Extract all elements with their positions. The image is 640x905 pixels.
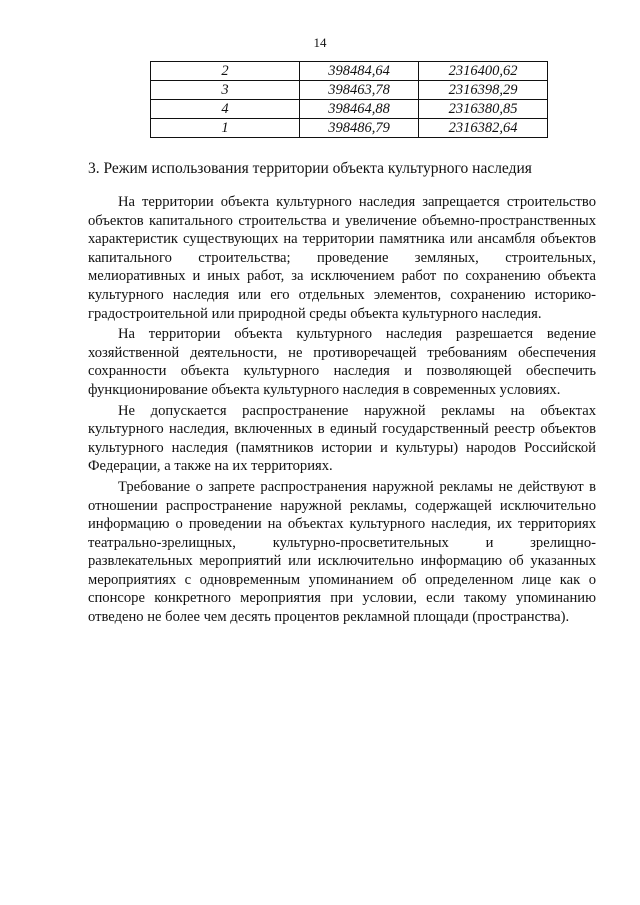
table-row — [151, 100, 548, 119]
point-number-cell: 1 — [151, 119, 300, 138]
coordinates-table — [150, 61, 548, 138]
paragraph: Не допускается распространение наружной рекламы на объектах культурного наследия, включенных в единый государственный реестр объектов культурного наследия (памятников истории и культуры) народов Российской Федерации, а также на их территориях. — [88, 402, 596, 475]
point-number-cell: 2 — [151, 62, 300, 81]
paragraph: Требование о запрете распространения наружной рекламы не действуют в отношении распространение наружной рекламы, содержащей исключительно информацию о проведении на объектах культурного наследия, их территориях театрально-зрелищных, культурно-просветительных и зрелищно-развлекательных мероприятий или исключительно информацию об указанных мероприятиях с одновременным упоминанием об определенном лице как о спонсоре конкретного мероприятия при условии, если такому упоминанию отведено не более чем десять процентов рекламной площади (пространства). — [88, 478, 596, 626]
point-number-cell: 3 — [151, 81, 300, 100]
paragraph: На территории объекта культурного наследия разрешается ведение хозяйственной деятельности, не противоречащей требованиям обеспечения сохранности объекта культурного наследия и позволяющей обеспечить функционирование объекта культурного наследия в современных условиях. — [88, 326, 596, 398]
x-coordinate-cell: 398484,64 — [300, 62, 419, 81]
page-number: 14 — [313, 35, 327, 50]
section-heading: 3. Режим использования территории объекта культурного наследия — [88, 160, 532, 177]
x-coordinate-cell: 398463,78 — [300, 81, 419, 100]
y-coordinate-cell: 2316400,62 — [419, 62, 548, 81]
table-row — [151, 81, 548, 100]
table-row — [151, 119, 548, 138]
y-coordinate-cell: 2316380,85 — [419, 100, 548, 119]
paragraph: На территории объекта культурного наследия запрещается строительство объектов капитального строительства и увеличение объемно-пространственных характеристик существующих на территории памятника или ансамбля объектов капитального строительства; проведение земляных, строительных, мелиоративных и иных работ, за исключением работ по сохранению объекта культурного наследия или его отдельных элементов, сохранению историко-градостроительной или природной среды объекта культурного наследия. — [88, 194, 596, 322]
x-coordinate-cell: 398486,79 — [300, 119, 419, 138]
point-number-cell: 4 — [151, 100, 300, 119]
section-body — [88, 193, 596, 629]
y-coordinate-cell: 2316382,64 — [419, 119, 548, 138]
y-coordinate-cell: 2316398,29 — [419, 81, 548, 100]
x-coordinate-cell: 398464,88 — [300, 100, 419, 119]
table-row — [151, 62, 548, 81]
